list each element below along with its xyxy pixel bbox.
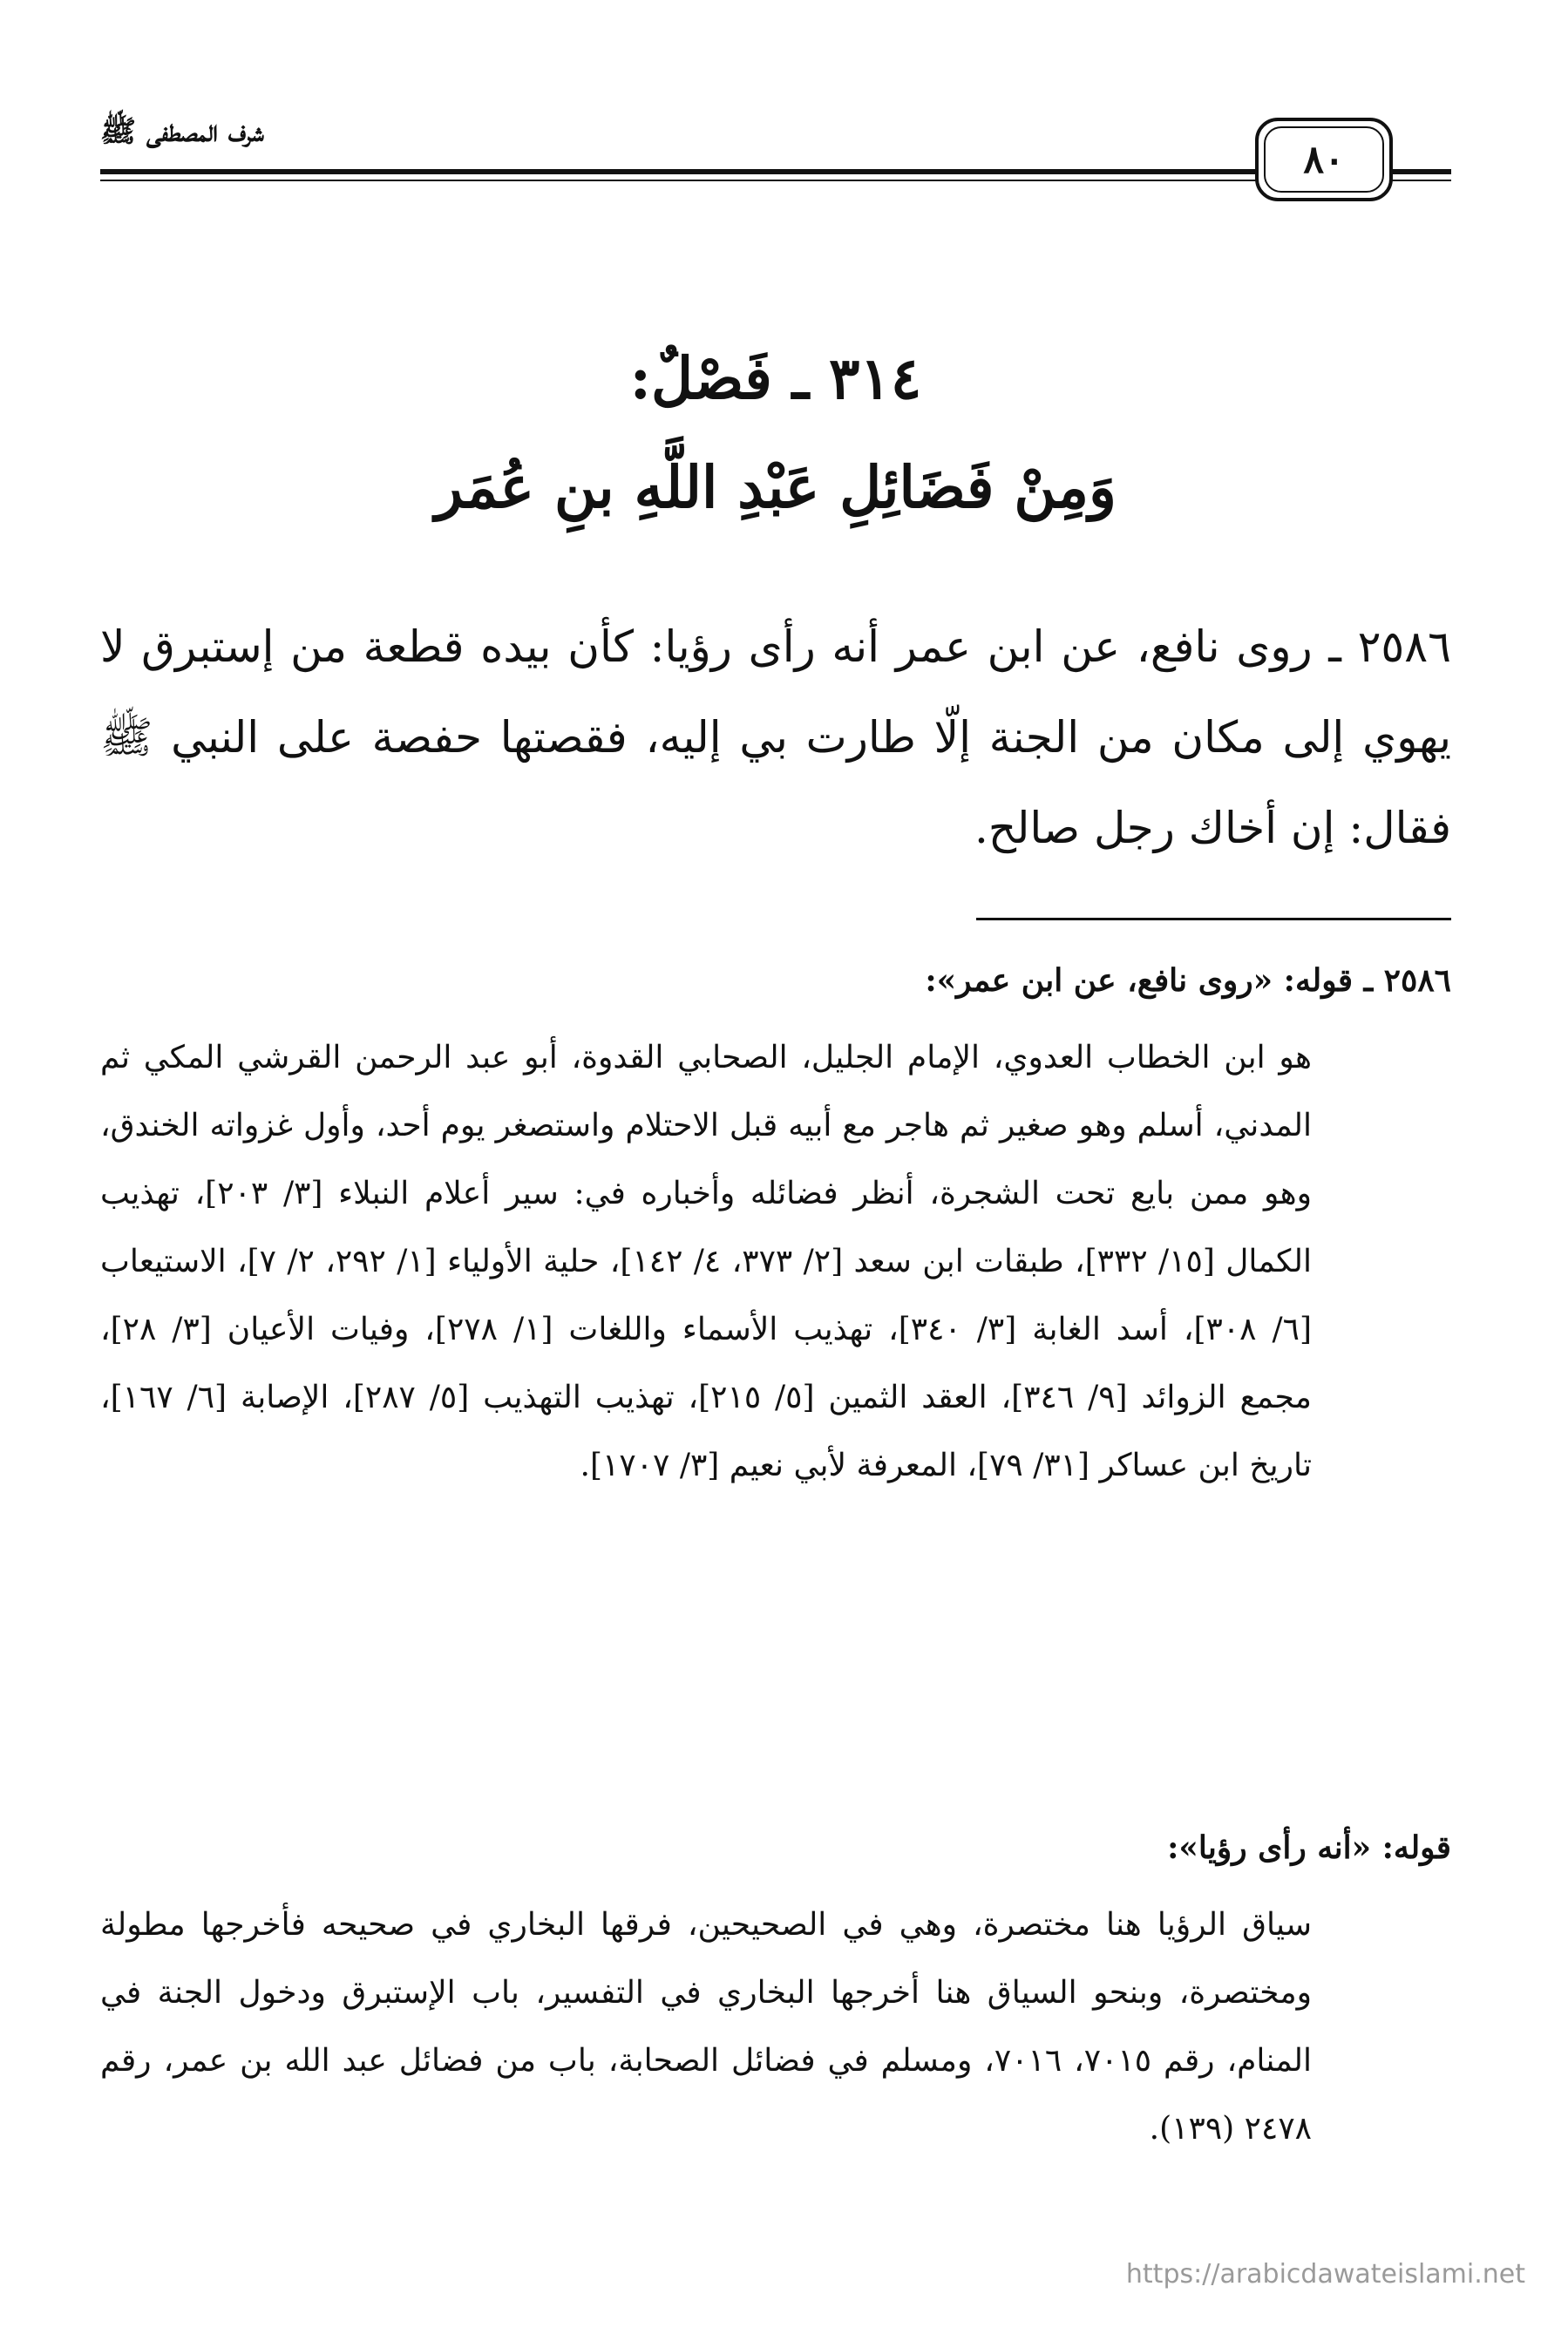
page-number-box [1255,118,1393,201]
chapter-title: ٣١٤ ـ فَصْلٌ: [629,344,922,412]
watermark-url: https://arabicdawateislami.net [1125,2259,1525,2290]
footnote-body: سياق الرؤيا هنا مختصرة، وهي في الصحيحين، فرقها البخاري في صحيحه فأخرجها مطولة ومختصرة، وبنحو السياق هنا أخرجها البخاري في التفسير، باب الإستبرق ودخول الجنة في المنام، رقم ٧٠١٥، ٧٠١٦، ومسلم في فضائل الصحابة، باب من فضائل عبد الله بن عمر، رقم ٢٤٧٨ (١٣٩). [100,1907,1312,2147]
footnote-body: هو ابن الخطاب العدوي، الإمام الجليل، الصحابي القدوة، أبو عبد الرحمن القرشي المكي ثم المدني، أسلم وهو صغير ثم هاجر مع أبيه قبل الاحتلام واستصغر يوم أحد، وأول غزواته الخندق، وهو ممن بايع تحت الشجرة، أنظر فضائله وأخباره في: سير أعلام النبلاء [٣/ ٢٠٣]، تهذيب الكمال [١٥/ ٣٣٢]، طبقات ابن سعد [٢/ ٣٧٣، ٤/ ١٤٢]، حلية الأولياء [١/ ٢٩٢، ٢/ ٧]، الاستيعاب [٦/ ٣٠٨]، أسد الغابة [٣/ ٣٤٠]، تهذيب الأسماء واللغات [١/ ٢٧٨]، وفيات الأعيان [٣/ ٢٨]، مجمع الزوائد [٩/ ٣٤٦]، العقد الثمين [٥/ ٢١٥]، تهذيب التهذيب [٥/ ٢٨٧]، الإصابة [٦/ ١٦٧]، تاريخ ابن عساكر [٣١/ ٧٩]، المعرفة لأبي نعيم [٣/ ١٧٠٧]. [100,1040,1313,1483]
header-rule-thin [100,180,1451,181]
footnote-heading: قوله: «أنه رأى رؤيا»: [1167,1829,1451,1866]
chapter-subtitle: وَمِنْ فَضَائِلِ عَبْدِ اللَّهِ بنِ عُمَر [435,453,1117,521]
running-title: شرف المصطفى ﷺ [100,114,264,149]
page-number: ٨٠ [1264,126,1384,193]
header-rule [100,169,1451,174]
hadith-text: ٢٥٨٦ ـ روى نافع، عن ابن عمر أنه رأى رؤيا: كأن بيده قطعة من إستبرق لا يهوي إلى مكان من الجنة إلّا طارت بي إليه، فقصتها حفصة على النبي ﷺ فقال: إن أخاك رجل صالح. [100,621,1451,853]
page-header [100,113,1451,196]
footnote-heading: ٢٥٨٦ ـ قوله: «روى نافع، عن ابن عمر»: [925,962,1451,999]
footnote-separator [976,918,1451,920]
